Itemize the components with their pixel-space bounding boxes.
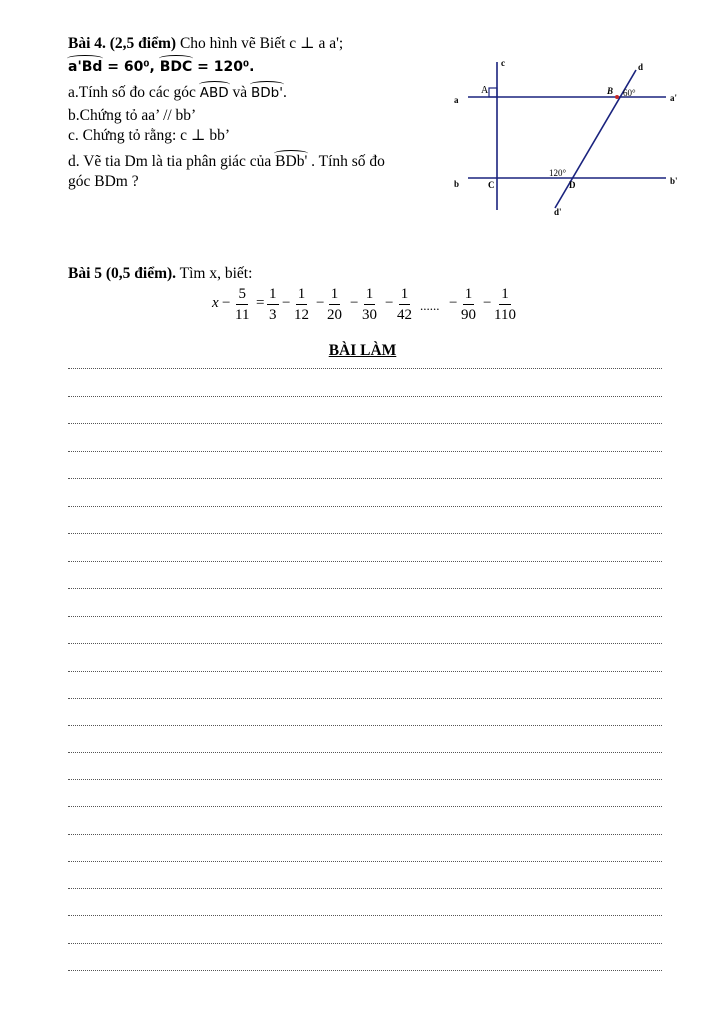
fraction-denominator: 42	[397, 307, 412, 323]
answer-line	[68, 396, 662, 397]
bai5-title: Bài 5 (0,5 điểm).	[68, 265, 177, 282]
eq-minus-2: −	[316, 295, 325, 311]
bai4-question-d-line2: góc BDm ?	[68, 173, 139, 190]
bai4-title: Bài 4. (2,5 điểm)	[68, 35, 177, 52]
answer-line	[68, 588, 662, 589]
fraction-denominator: 12	[294, 307, 309, 323]
fraction-1-42	[397, 286, 412, 324]
fraction-numerator: 1	[329, 286, 341, 305]
bai-lam-heading: BÀI LÀM	[328, 342, 397, 359]
fraction-5-11	[235, 286, 249, 324]
label-a-prime: a'	[670, 93, 678, 103]
answer-line	[68, 779, 662, 780]
answer-line	[68, 478, 662, 479]
answer-line	[68, 643, 662, 644]
qa-angle-1: ABD	[199, 85, 229, 101]
answer-line	[68, 725, 662, 726]
fraction-1-90	[461, 286, 476, 324]
right-angle-mark	[489, 88, 497, 97]
answer-line	[68, 698, 662, 699]
fraction-numerator: 1	[296, 286, 308, 305]
fraction-1-12	[294, 286, 309, 324]
eq-minus-6: −	[483, 295, 492, 311]
label-point-a: A	[481, 85, 489, 96]
answer-line	[68, 888, 662, 889]
qd-angle: BDb'	[275, 153, 308, 170]
fraction-1-110	[494, 286, 516, 324]
label-point-d: D	[569, 180, 576, 190]
bai4-question-a	[68, 84, 287, 102]
label-d: d	[638, 62, 644, 72]
answer-line	[68, 752, 662, 753]
fraction-numerator: 1	[399, 286, 411, 305]
bai5-heading	[68, 265, 252, 283]
label-b: b	[454, 179, 460, 189]
bai4-question-d	[68, 153, 385, 171]
label-point-b: B	[607, 86, 614, 96]
label-angle-120: 120°	[549, 168, 567, 178]
bai4-question-b: b.Chứng tỏ aa’ // bb’	[68, 107, 197, 124]
qa-angle-2: BDb'	[251, 85, 283, 101]
answer-line	[68, 533, 662, 534]
label-b-prime: b'	[670, 176, 678, 186]
answer-line	[68, 671, 662, 672]
fraction-denominator: 20	[327, 307, 342, 323]
answer-line	[68, 806, 662, 807]
eq-minus-5: −	[449, 295, 458, 311]
answer-line	[68, 616, 662, 617]
eq-equals: =	[256, 295, 265, 311]
fraction-denominator: 110	[494, 307, 516, 323]
fraction-denominator: 3	[269, 307, 277, 323]
answer-line	[68, 943, 662, 944]
eq-minus-0: −	[222, 295, 231, 311]
answer-line	[68, 861, 662, 862]
eq-minus-4: −	[385, 295, 394, 311]
answer-line	[68, 506, 662, 507]
bai5-text: Tìm x, biết:	[176, 265, 253, 282]
bai4-given	[68, 58, 254, 76]
fraction-denominator: 90	[461, 307, 476, 323]
eq-minus-3: −	[350, 295, 359, 311]
qd-suffix: . Tính số đo	[307, 153, 385, 170]
bai4-question-c: c. Chứng tỏ rằng: c ⊥ bb’	[68, 127, 231, 144]
line-d	[555, 70, 636, 208]
qa-mid: và	[228, 84, 252, 101]
qa-prefix: a.Tính số đo các góc	[68, 84, 200, 101]
answer-line	[68, 915, 662, 916]
fraction-numerator: 5	[236, 286, 248, 305]
fraction-denominator: 11	[235, 307, 250, 323]
fraction-numerator: 1	[267, 286, 279, 305]
fraction-numerator: 1	[499, 286, 511, 305]
fraction-numerator: 1	[463, 286, 475, 305]
qa-end: .	[282, 84, 287, 101]
fraction-denominator: 30	[362, 307, 377, 323]
fraction-1-30	[362, 286, 377, 324]
qd-prefix: d. Vẽ tia Dm là tia phân giác của	[68, 153, 276, 170]
answer-line	[68, 451, 662, 452]
point-b-dot	[615, 95, 619, 99]
bai4-line1	[68, 35, 343, 53]
label-point-c: C	[488, 180, 495, 190]
given-angle-1: a'Bd	[68, 59, 103, 75]
fraction-numerator: 1	[364, 286, 376, 305]
given-eq-1: = 60⁰,	[102, 59, 160, 75]
label-a: a	[454, 95, 459, 105]
label-angle-60: 60°	[623, 88, 636, 98]
bai4-intro: Cho hình vẽ Biết c ⊥ a a';	[179, 35, 344, 52]
answer-line	[68, 423, 662, 424]
eq-minus-1: −	[282, 295, 291, 311]
eq-dots: ......	[420, 298, 440, 313]
label-c: c	[501, 58, 505, 68]
fraction-1-3	[267, 286, 279, 324]
answer-line	[68, 561, 662, 562]
given-eq-2: = 120⁰.	[192, 59, 255, 75]
eq-x: x	[212, 295, 219, 311]
label-d-prime: d'	[554, 207, 562, 217]
answer-line	[68, 834, 662, 835]
answer-line	[68, 368, 662, 369]
given-angle-2: BDC	[159, 59, 193, 75]
answer-line	[68, 970, 662, 971]
fraction-1-20	[327, 286, 342, 324]
